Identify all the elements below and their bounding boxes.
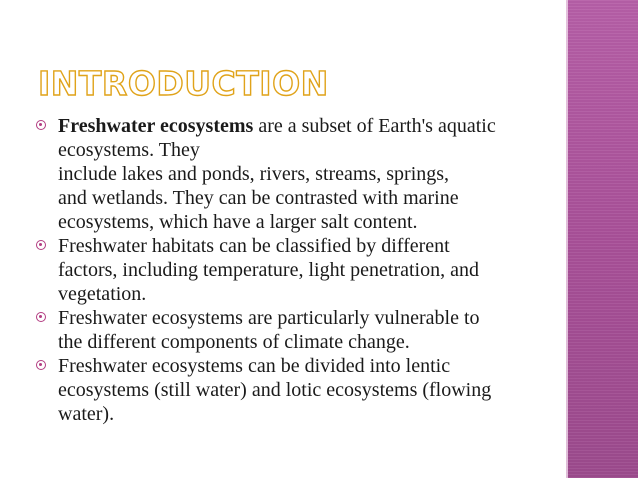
bullet-line: ecosystems, which have a larger salt content.	[58, 211, 418, 233]
bullet-line: Freshwater ecosystems are particularly vulnerable to	[58, 307, 480, 329]
bullet-list	[36, 114, 556, 426]
bullet-line: factors, including temperature, light penetration, and	[58, 259, 479, 281]
bullet-line: vegetation.	[58, 283, 147, 305]
bullet-text: are a subset of Earth's aquatic	[253, 115, 496, 137]
bullet-line: water).	[58, 403, 115, 425]
bullet-item-1	[36, 114, 556, 234]
bullet-item-3	[36, 306, 556, 354]
bold-term: Freshwater ecosystems	[58, 115, 254, 137]
bullet-line: and wetlands. They can be contrasted with marine	[58, 187, 459, 209]
slide-title: INTRODUCTION	[38, 64, 329, 103]
bullet-line	[58, 114, 556, 138]
circle-dot-bullet-icon	[36, 312, 46, 322]
bullet-line: ecosystems. They	[58, 139, 200, 161]
bullet-item-2	[36, 234, 556, 306]
bullet-line: include lakes and ponds, rivers, streams, springs,	[58, 163, 450, 185]
bullet-item-4	[36, 354, 556, 426]
bullet-line: Freshwater habitats can be classified by different	[58, 235, 450, 257]
circle-dot-bullet-icon	[36, 360, 46, 370]
bullet-line: the different components of climate change.	[58, 331, 410, 353]
side-decoration-band	[566, 0, 638, 478]
circle-dot-bullet-icon	[36, 240, 46, 250]
bullet-line: Freshwater ecosystems can be divided into lentic	[58, 355, 451, 377]
bullet-line: ecosystems (still water) and lotic ecosystems (flowing	[58, 379, 492, 401]
circle-dot-bullet-icon	[36, 120, 46, 130]
